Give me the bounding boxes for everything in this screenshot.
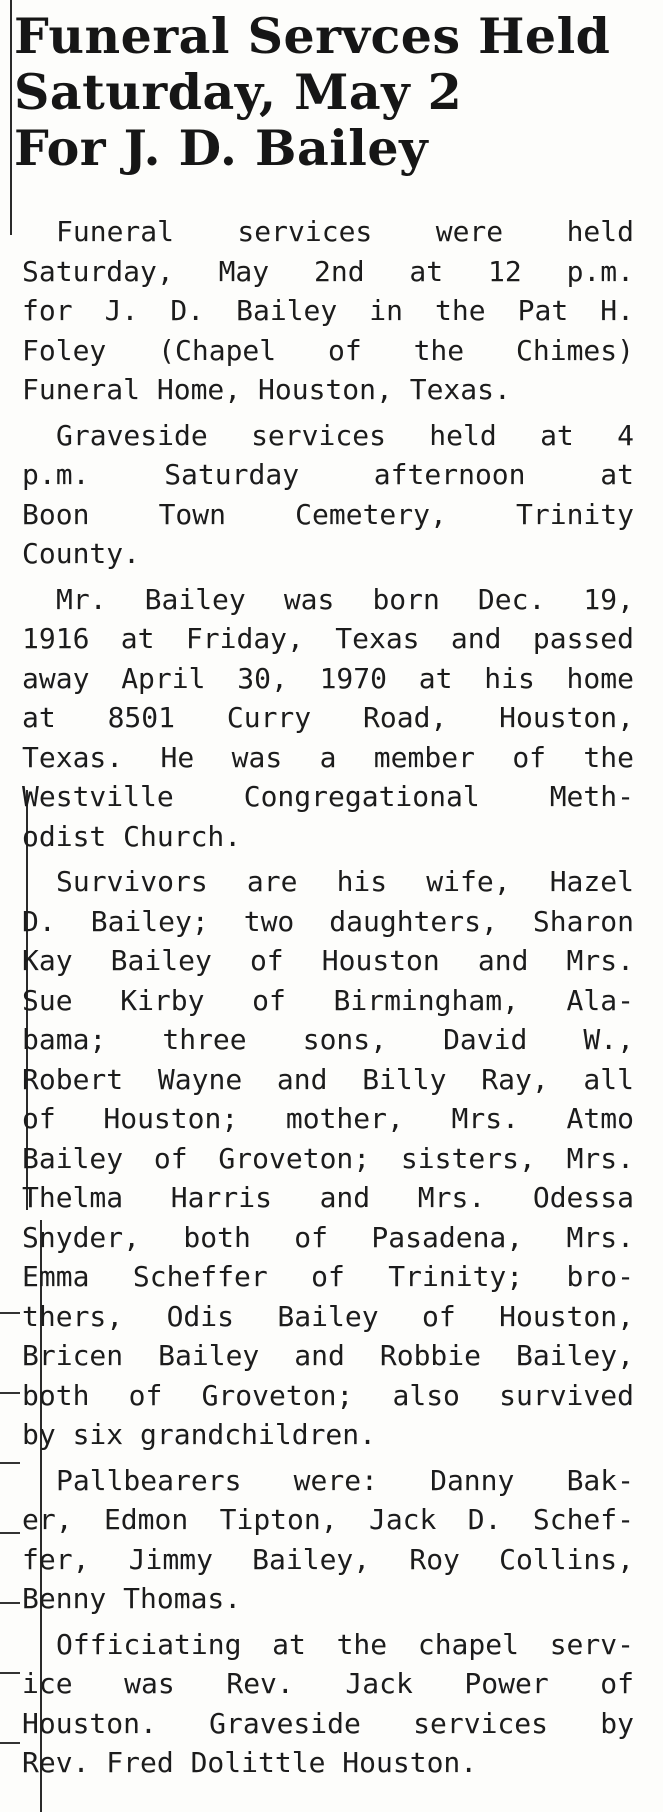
text-line: Pallbearers were: Danny Bak- — [56, 1463, 634, 1497]
text-line: er, Edmon Tipton, Jack D. Schef- — [22, 1503, 634, 1536]
text-line: Boon Town Cemetery, Trinity — [22, 497, 634, 531]
text-line: Westville Congregational Meth- — [22, 780, 634, 813]
text-line: both of Groveton; also survived — [22, 1378, 634, 1412]
text-line: Robert Wayne and Billy Ray, all — [22, 1062, 634, 1096]
headline-line: Saturday, May 2 — [14, 63, 463, 121]
text-line: Mr. Bailey was born Dec. 19, — [56, 582, 634, 616]
paragraph — [22, 862, 634, 1455]
text-line: Graveside services held at 4 — [56, 418, 634, 452]
column-rule-top — [10, 0, 12, 235]
text-line: for J. D. Bailey in the Pat H. — [22, 294, 634, 327]
text-line: fer, Jimmy Bailey, Roy Collins, — [22, 1542, 634, 1576]
text-line: Snyder, both of Pasadena, Mrs. — [22, 1220, 634, 1254]
paragraph — [22, 212, 634, 410]
margin-tick — [0, 1392, 20, 1394]
paragraph — [22, 1461, 634, 1619]
margin-tick — [0, 1672, 20, 1674]
text-line: D. Bailey; two daughters, Sharon — [22, 904, 634, 938]
text-line: Bricen Bailey and Robbie Bailey, — [22, 1339, 634, 1372]
margin-tick — [0, 1742, 20, 1744]
text-line: Houston. Graveside services by — [22, 1706, 634, 1740]
text-line: Thelma Harris and Mrs. Odessa — [22, 1181, 634, 1214]
headline-line: For J. D. Bailey — [14, 119, 429, 177]
paragraph — [22, 416, 634, 574]
article-body — [22, 212, 634, 1789]
text-line: at 8501 Curry Road, Houston, — [22, 701, 634, 734]
text-line: County. — [22, 537, 141, 570]
paragraph — [22, 580, 634, 857]
text-line: Emma Scheffer of Trinity; bro- — [22, 1260, 634, 1293]
margin-tick — [0, 1312, 20, 1314]
text-line: Officiating at the chapel serv- — [56, 1627, 634, 1661]
text-line: Survivors are his wife, Hazel — [56, 865, 634, 898]
paragraph — [22, 1625, 634, 1783]
headline — [14, 8, 644, 176]
text-line: Foley (Chapel of the Chimes) — [22, 333, 634, 367]
text-line: Bailey of Groveton; sisters, Mrs. — [22, 1141, 634, 1175]
text-line: bama; three sons, David W., — [22, 1023, 634, 1056]
text-line: Saturday, May 2nd at 12 p.m. — [22, 254, 634, 288]
headline-line: Funeral Servces Held — [14, 7, 611, 65]
text-line: Sue Kirby of Birmingham, Ala- — [22, 983, 634, 1017]
text-line: thers, Odis Bailey of Houston, — [22, 1299, 634, 1333]
text-line: 1916 at Friday, Texas and passed — [22, 622, 634, 655]
text-line: Rev. Fred Dolittle Houston. — [22, 1746, 478, 1779]
text-line: ice was Rev. Jack Power of — [22, 1667, 634, 1700]
text-line: odist Church. — [22, 819, 242, 853]
text-line: p.m. Saturday afternoon at — [22, 458, 634, 491]
margin-tick — [0, 1462, 20, 1464]
text-line: Funeral services were held — [56, 215, 634, 248]
margin-tick — [0, 1532, 20, 1534]
text-line: Funeral Home, Houston, Texas. — [22, 373, 511, 406]
text-line: Benny Thomas. — [22, 1582, 242, 1615]
text-line: of Houston; mother, Mrs. Atmo — [22, 1102, 634, 1135]
margin-tick — [0, 1602, 20, 1604]
text-line: away April 30, 1970 at his home — [22, 661, 634, 695]
text-line: Kay Bailey of Houston and Mrs. — [22, 944, 634, 977]
text-line: Texas. He was a member of the — [22, 740, 634, 774]
text-line: by six grandchildren. — [22, 1418, 377, 1451]
